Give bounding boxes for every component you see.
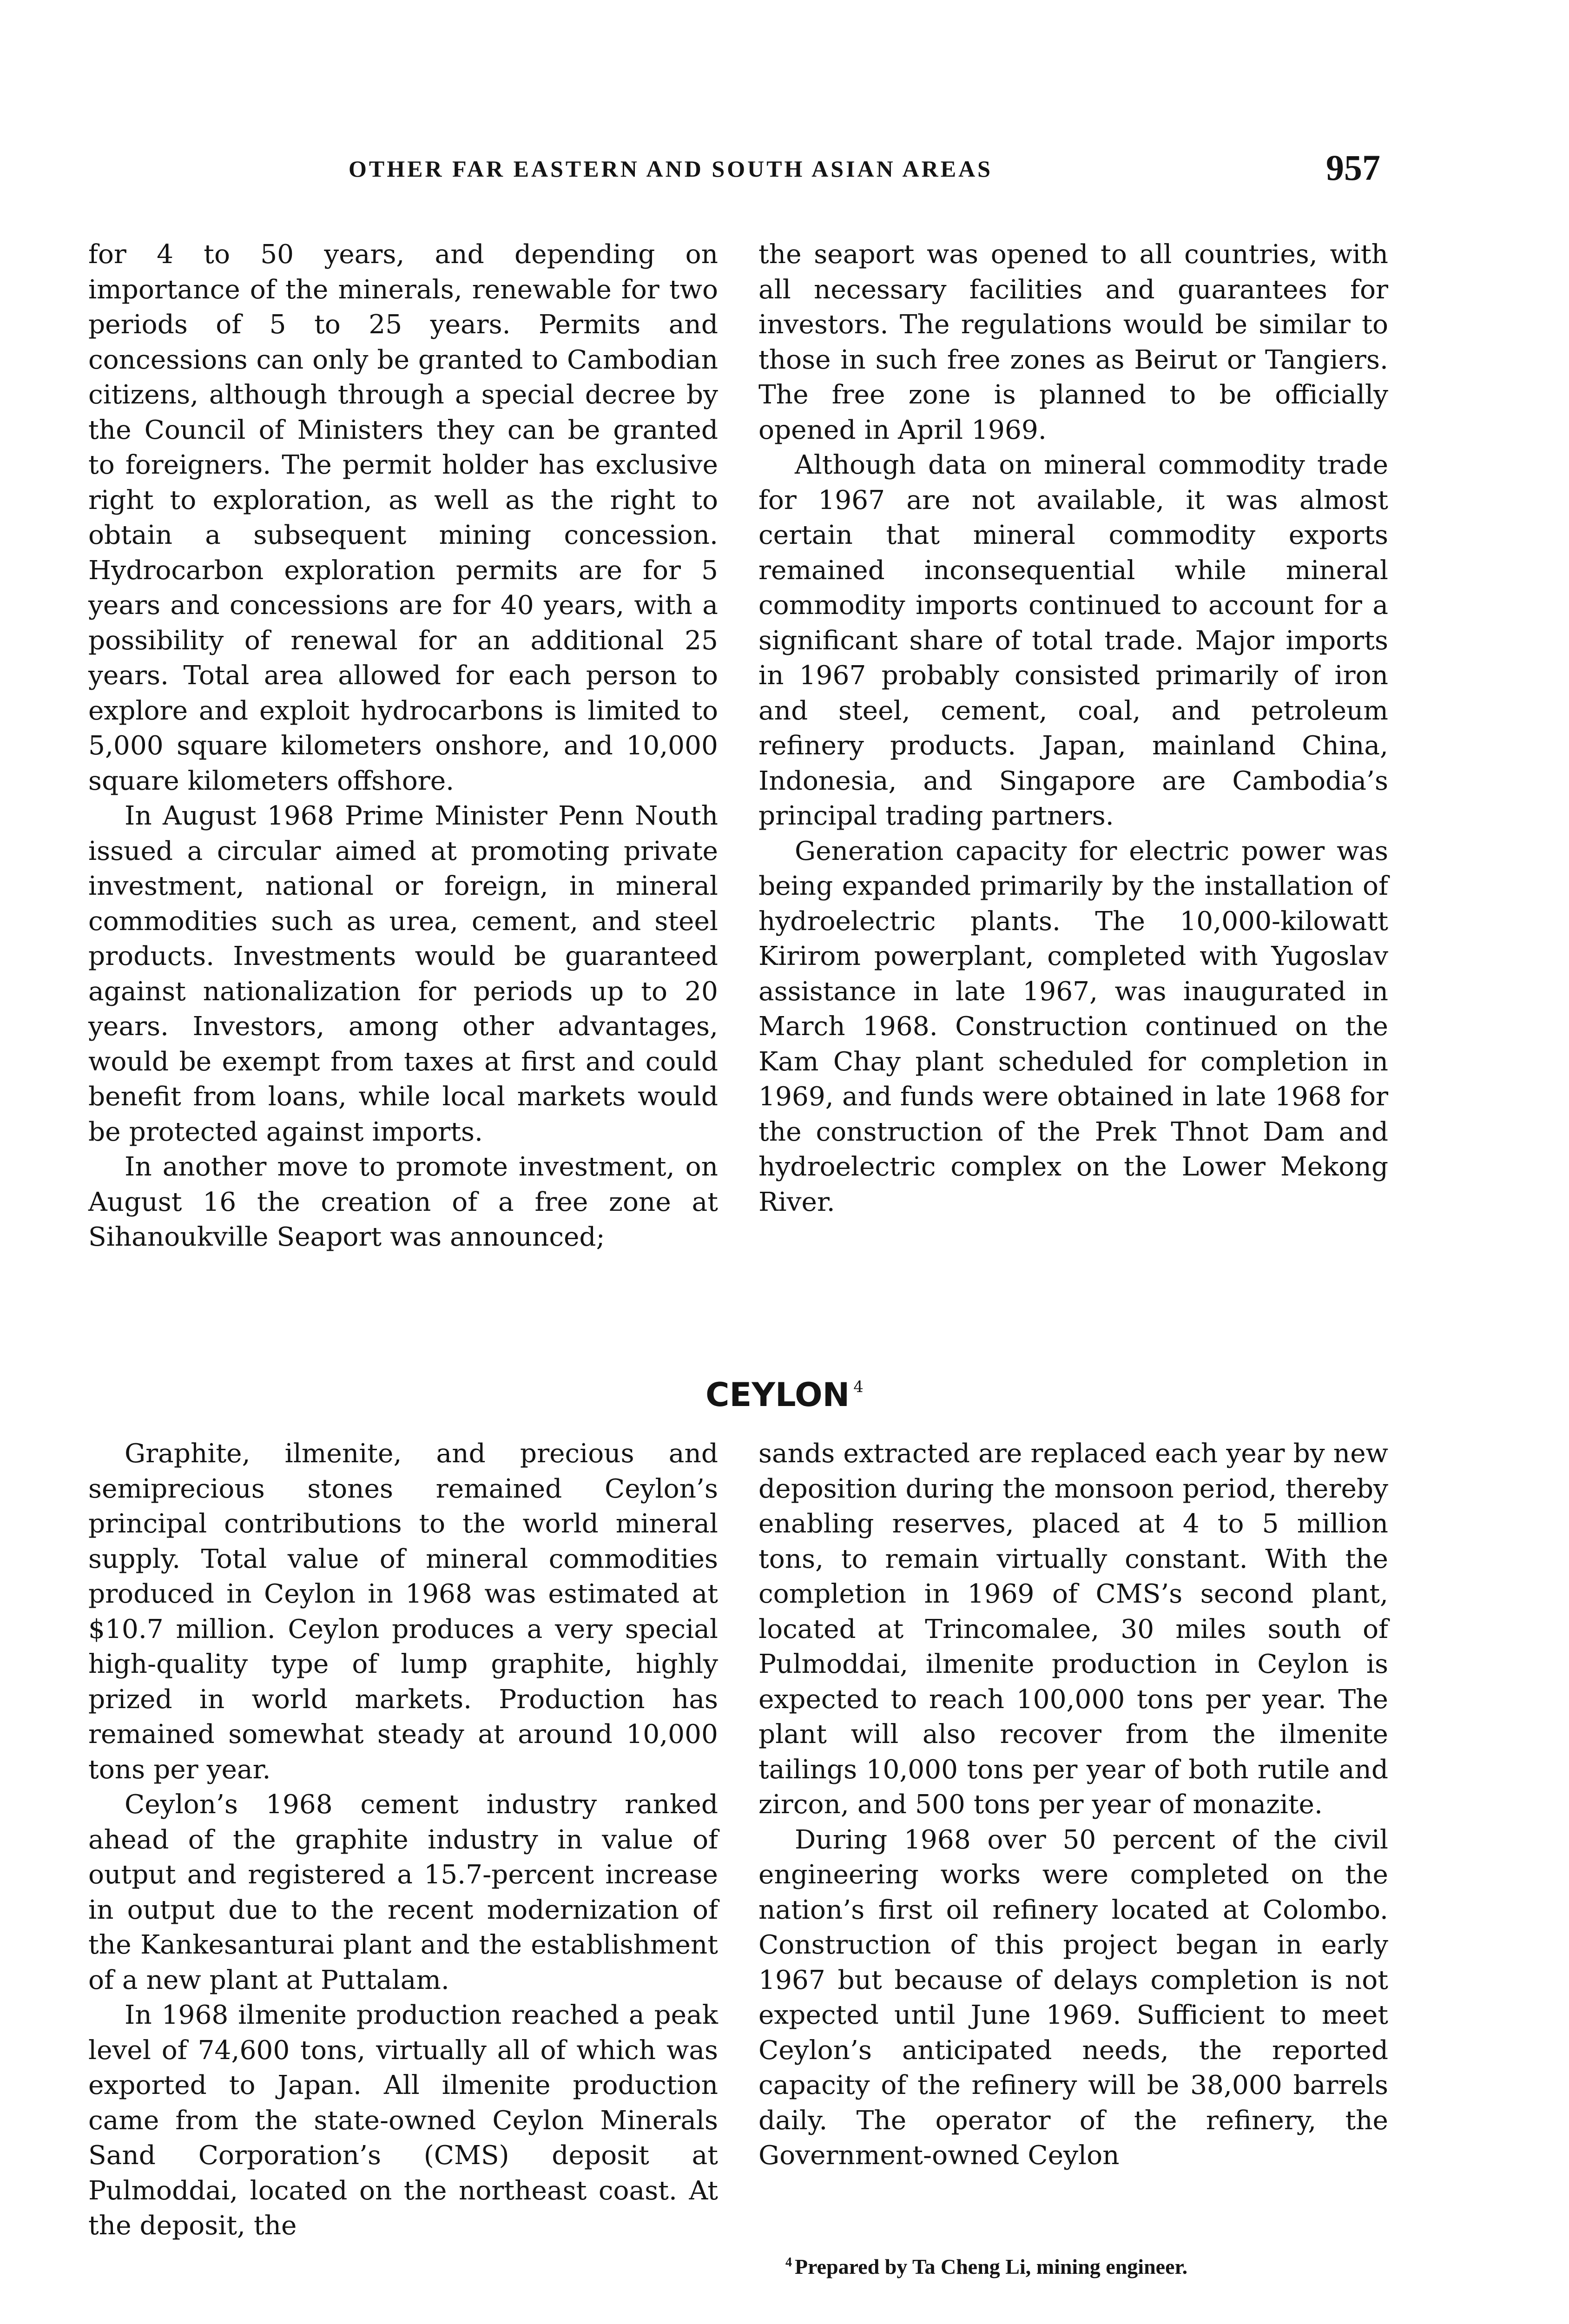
paragraph: In August 1968 Prime Minister Penn Nouth issued a circular aimed at promoting private investment, national or foreign, in mineral commodities such as urea, cement, and steel products. Investments would be guaranteed against nationalization for periods up to 20 years. Investors, among other advantages, would be exempt from taxes at first and could benefit from loans, while local markets would be protected against imports.: [88, 801, 718, 1147]
footnote-text: Prepared by Ta Cheng Li, mining engineer.: [795, 2255, 1188, 2278]
paragraph: During 1968 over 50 percent of the civil engineering works were completed on the nation’s first oil refinery located at Colombo. Construction of this project began in early 1967 but because of delays completion is not expected until June 1969. Sufficient to meet Ceylon’s anticipated needs, the reported capacity of the refinery will be 38,000 barrels daily. The operator of the refinery, the Government-owned Ceylon: [758, 1824, 1388, 2171]
paragraph: Although data on mineral commodity trade for 1967 are not available, it was almost certain that mineral commodity exports remained inconsequential while mineral commodity imports continued to account for a significant share of total trade. Major imports in 1967 probably consisted primarily of iron and steel, cement, coal, and petroleum refinery products. Japan, mainland China, Indonesia, and Singapore are Cambodia’s principal trading partners.: [758, 450, 1388, 831]
paragraph: Ceylon’s 1968 cement industry ranked ahead of the graphite industry in value of output and registered a 15.7-percent increase in output due to the recent modernization of the Kankesanturai plant and the establishment of a new plant at Puttalam.: [88, 1789, 718, 1995]
footnote: [785, 2254, 1385, 2279]
running-head: [88, 147, 1380, 189]
cambodia-left-column: [88, 237, 718, 1255]
footnote-reference: 4: [853, 1378, 864, 1396]
section-heading-ceylon: [0, 1376, 1569, 1414]
footnote-mark: 4: [785, 2255, 792, 2270]
page-number: 957: [1326, 147, 1380, 188]
paragraph: the seaport was opened to all countries, with all necessary facilities and guarantees for investors. The regulations would be similar to those in such free zones as Beirut or Tangiers. The free zone is planned to be officially opened in April 1969.: [758, 239, 1388, 445]
paragraph: In another move to promote investment, on August 16 the creation of a free zone at Sihanoukville Seaport was announced;: [88, 1152, 718, 1252]
ceylon-left-column: [88, 1436, 718, 2244]
paragraph: In 1968 ilmenite production reached a peak level of 74,600 tons, virtually all of which was exported to Japan. All ilmenite production came from the state-owned Ceylon Minerals Sand Corporation’s (CMS) deposit at Pulmoddai, located on the northeast coast. At the deposit, the: [88, 2000, 718, 2241]
paragraph: Graphite, ilmenite, and precious and semiprecious stones remained Ceylon’s principal contributions to the world mineral supply. Total value of mineral commodities produced in Ceylon in 1968 was estimated at $10.7 million. Ceylon produces a very special high-quality type of lump graphite, highly prized in world markets. Production has remained somewhat steady at around 10,000 tons per year.: [88, 1439, 718, 1785]
running-title: OTHER FAR EASTERN AND SOUTH ASIAN AREAS: [349, 156, 993, 182]
paragraph: sands extracted are replaced each year by new deposition during the monsoon period, thereby enabling reserves, placed at 4 to 5 million tons, to remain virtually constant. With the completion in 1969 of CMS’s second plant, located at Trincomalee, 30 miles south of Pulmoddai, ilmenite production in Ceylon is expected to reach 100,000 tons per year. The plant will also recover from the ilmenite tailings 10,000 tons per year of both rutile and zircon, and 500 tons per year of monazite.: [758, 1439, 1388, 1820]
ceylon-right-column: [758, 1436, 1388, 2173]
paragraph: Generation capacity for electric power was being expanded primarily by the installation of hydroelectric plants. The 10,000-kilowatt Kirirom powerplant, completed with Yugoslav assistance in late 1967, was inaugurated in March 1968. Construction continued on the Kam Chay plant scheduled for completion in 1969, and funds were obtained in late 1968 for the construction of the Prek Thnot Dam and hydroelectric complex on the Lower Mekong River.: [758, 836, 1388, 1217]
cambodia-right-column: [758, 237, 1388, 1220]
paragraph: for 4 to 50 years, and depending on importance of the minerals, renewable for two periods of 5 to 25 years. Permits and concessions can only be granted to Cambodian citizens, although through a special decree by the Council of Ministers they can be granted to foreigners. The permit holder has exclusive right to exploration, as well as the right to obtain a subsequent mining concession. Hydrocarbon exploration permits are for 5 years and concessions are for 40 years, with a possibility of renewal for an additional 25 years. Total area allowed for each person to explore and exploit hydrocarbons is limited to 5,000 square kilometers onshore, and 10,000 square kilometers offshore.: [88, 239, 718, 796]
section-title: CEYLON: [705, 1376, 850, 1414]
